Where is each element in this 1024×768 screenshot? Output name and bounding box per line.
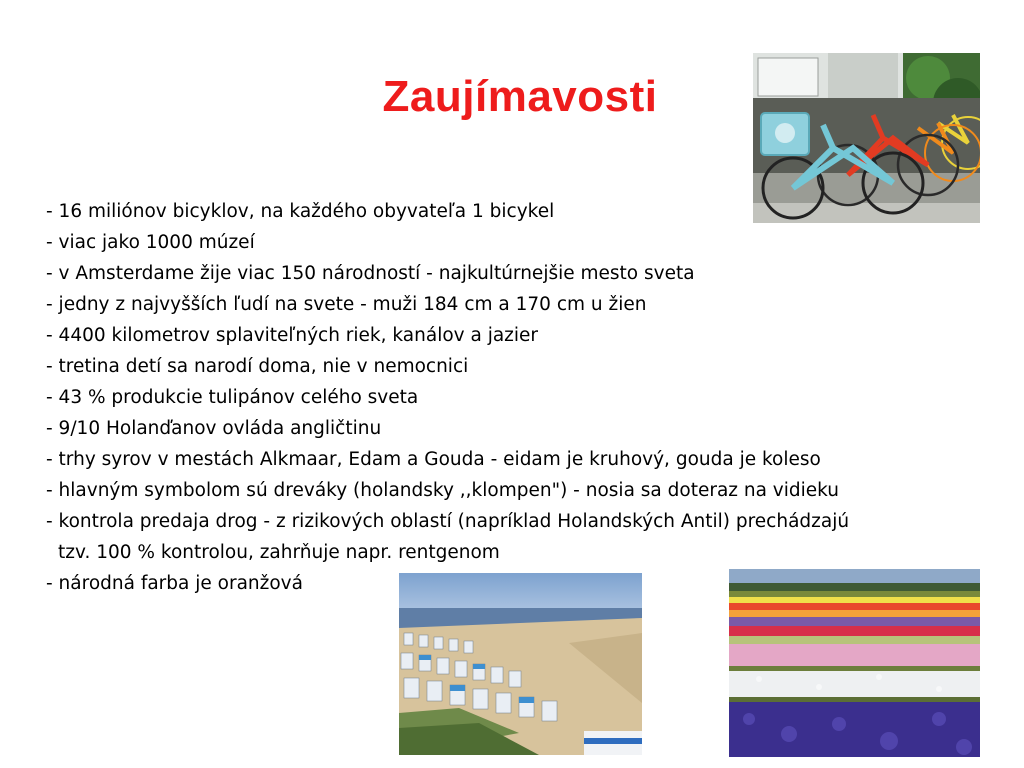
fact-item: - 9/10 Holanďanov ovláda angličtinu — [46, 418, 382, 439]
fact-item: - trhy syrov v mestách Alkmaar, Edam a Gouda - eidam je kruhový, gouda je koleso — [46, 449, 821, 470]
fact-item: - 4400 kilometrov splaviteľných riek, kanálov a jazier — [46, 325, 539, 346]
tulip-fields-illustration — [729, 569, 980, 757]
fact-item: - jedny z najvyšších ľudí na svete - muži 184 cm a 170 cm u žien — [46, 294, 647, 315]
bicycles-photo — [753, 53, 980, 223]
fact-item: - hlavným symbolom sú dreváky (holandsky ,,klompen") - nosia sa doteraz na vidieku — [46, 480, 840, 501]
beach-illustration — [399, 573, 642, 755]
fact-item: - kontrola predaja drog - z rizikových oblastí (napríklad Holandských Antil) prechádzajú — [46, 511, 850, 532]
beach-photo — [399, 573, 642, 755]
fact-item: - národná farba je oranžová — [46, 573, 303, 594]
fact-item: - viac jako 1000 múzeí — [46, 232, 255, 253]
bicycles-illustration — [753, 53, 980, 223]
tulip-fields-photo — [729, 569, 980, 757]
slide-title: Zaujímavosti — [382, 72, 658, 121]
fact-item: - 43 % produkcie tulipánov celého sveta — [46, 387, 419, 408]
fact-item: - tretina detí sa narodí doma, nie v nemocnici — [46, 356, 469, 377]
fact-list — [46, 196, 986, 599]
fact-item: - v Amsterdame žije viac 150 národností - najkultúrnejšie mesto sveta — [46, 263, 695, 284]
fact-item-continuation: tzv. 100 % kontrolou, zahrňuje napr. rentgenom — [58, 542, 500, 563]
fact-item: - 16 miliónov bicyklov, na každého obyvateľa 1 bicykel — [46, 201, 555, 222]
